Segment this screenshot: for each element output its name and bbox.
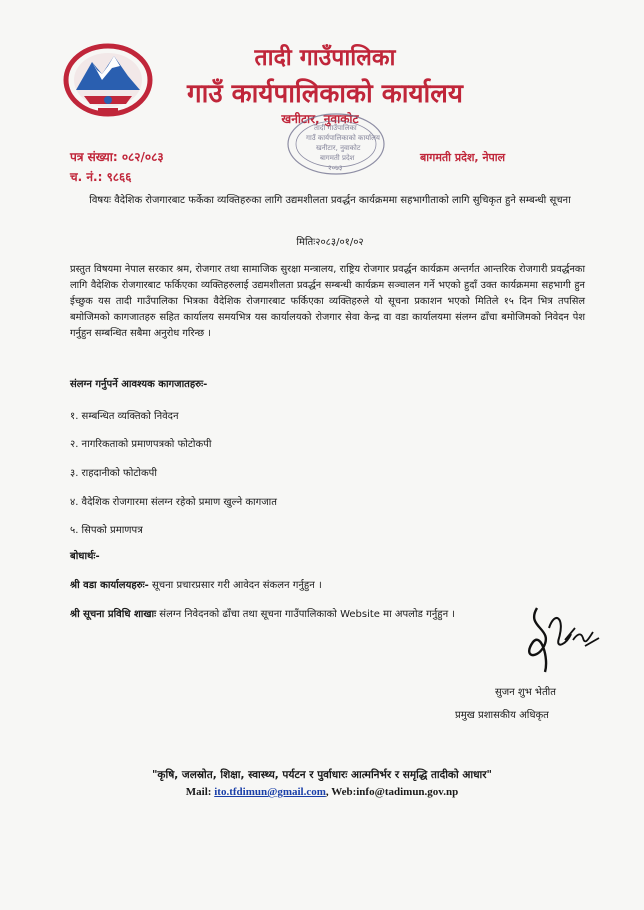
footer-slogan: "कृषि, जलस्रोत, शिक्षा, स्वास्थ्य, पर्यटन र पुर्वाधारः आत्मनिर्भर र समृद्धि तादीको आधार": [151, 769, 493, 781]
signature-mark: [515, 598, 605, 676]
signer-title: प्रमुख प्रशासकीय अधिकृत: [455, 710, 549, 721]
dispatch-number: [70, 168, 132, 185]
org-name: तादी गाउँपालिका: [254, 45, 396, 71]
cc-heading: बोधार्थः-: [70, 551, 100, 562]
nepal-emblem-icon: [62, 40, 154, 118]
province-label: बागमती प्रदेश, नेपाल: [420, 151, 506, 164]
office-address: खनीटार, नुवाकोट: [281, 112, 359, 126]
letter-body: प्रस्तुत विषयमा नेपाल सरकार श्रम, रोजगार तथा सामाजिक सुरक्षा मन्त्रालय, राष्ट्रिय रोजगार प्रवर्द्धन कार्यक्रम अन्तर्गत आन्तरिक रोजगारी प्रवर्द्धनका लागि वैदेशिक रोजगारबाट फर्किएका व्यक्तिहरुलाई उद्यमशीलता प्रवर्द्धन सम्बन्धी कार्यक्रम सञ्चालन गर्ने भएको हुदाँ उक्त कार्यक्रममा सहभागी हुन ईच्छुक यस तादी गाउँपालिका भित्रका वैदेशिक रोजगारबाट फर्किएका व्यक्तिहरुले यो सूचना प्रकाशन भएको मितिले १५ दिन भित्र तपसिल बमोजिमको कागजातहरु सहित कार्यालय समयभित्र यस कार्यालयको रोजगार सेवा केन्द्र वा वडा कार्यालयमा संलग्न ढाँचा बमोजिमको निवेदन पेश गर्नुहुन सम्बन्धित सबैमा अनुरोध गरिन्छ ।: [70, 264, 585, 339]
cc-row-it-section: [70, 606, 455, 620]
stamp-line: गाउँ कार्यपालिकाको कार्यालय: [306, 134, 380, 142]
letter-date: मितिः२०८३/०१/०२: [296, 237, 364, 248]
stamp-line: २०७३: [328, 164, 343, 172]
footer-contact: [0, 786, 644, 798]
document-item: २. नागरिकताको प्रमाणपत्रको फोटोकपी: [70, 439, 212, 450]
cc-row-ward-offices: [70, 577, 322, 591]
email-link[interactable]: ito.tfdimun@gmail.com: [214, 786, 326, 798]
cc-text: सूचना प्रचारप्रसार गरी आवेदन संकलन गर्नुहुन ।: [148, 580, 322, 591]
reference-value: ०८२/०८३: [121, 150, 164, 164]
letter-subject: विषयः वैदेशिक रोजगारबाट फर्केका व्यक्तिहरुका लागि उद्यमशीलता प्रवर्द्धन कार्यक्रममा सहभागीताको लागि सुचिकृत हुने सम्बन्धी सूचना: [89, 195, 571, 206]
document-item: १. सम्बन्धित व्यक्तिको निवेदन: [70, 411, 179, 422]
stamp-line: खनीटार, नुवाकोट: [316, 144, 361, 152]
document-item: ५. सिपको प्रमाणपत्र: [70, 525, 143, 536]
documents-heading: संलग्न गर्नुपर्ने आवश्यक कागजातहरुः-: [70, 379, 208, 390]
stamp-line: बागमती प्रदेश: [320, 154, 355, 162]
mail-label: Mail:: [185, 786, 215, 798]
office-name: गाउँ कार्यपालिकाको कार्यालय: [187, 79, 463, 109]
document-item: ४. वैदेशिक रोजगारमा संलग्न रहेको प्रमाण खुल्ने कागजात: [70, 497, 277, 508]
office-stamp: [270, 108, 400, 178]
cc-label: श्री सूचना प्रविधि शाखाः: [70, 609, 157, 620]
reference-number: [70, 148, 164, 165]
reference-label: पत्र संख्या:: [70, 150, 118, 164]
stamp-line: तादी गाउँपालिका: [314, 124, 357, 132]
dispatch-value: ९८६६: [106, 170, 132, 184]
document-item: ३. राहदानीको फोटोकपी: [70, 468, 157, 479]
cc-text: संलग्न निवेदनको ढाँचा तथा सूचना गाउँपालिकाको Website मा अपलोड गर्नुहुन ।: [156, 609, 456, 620]
cc-label: श्री वडा कार्यालयहरुः-: [70, 580, 149, 591]
website-text: , Web:info@tadimun.gov.np: [325, 786, 459, 798]
dispatch-label: च. नं.:: [70, 170, 103, 184]
signer-name: सुजन शुभ भेतीत: [495, 687, 556, 698]
